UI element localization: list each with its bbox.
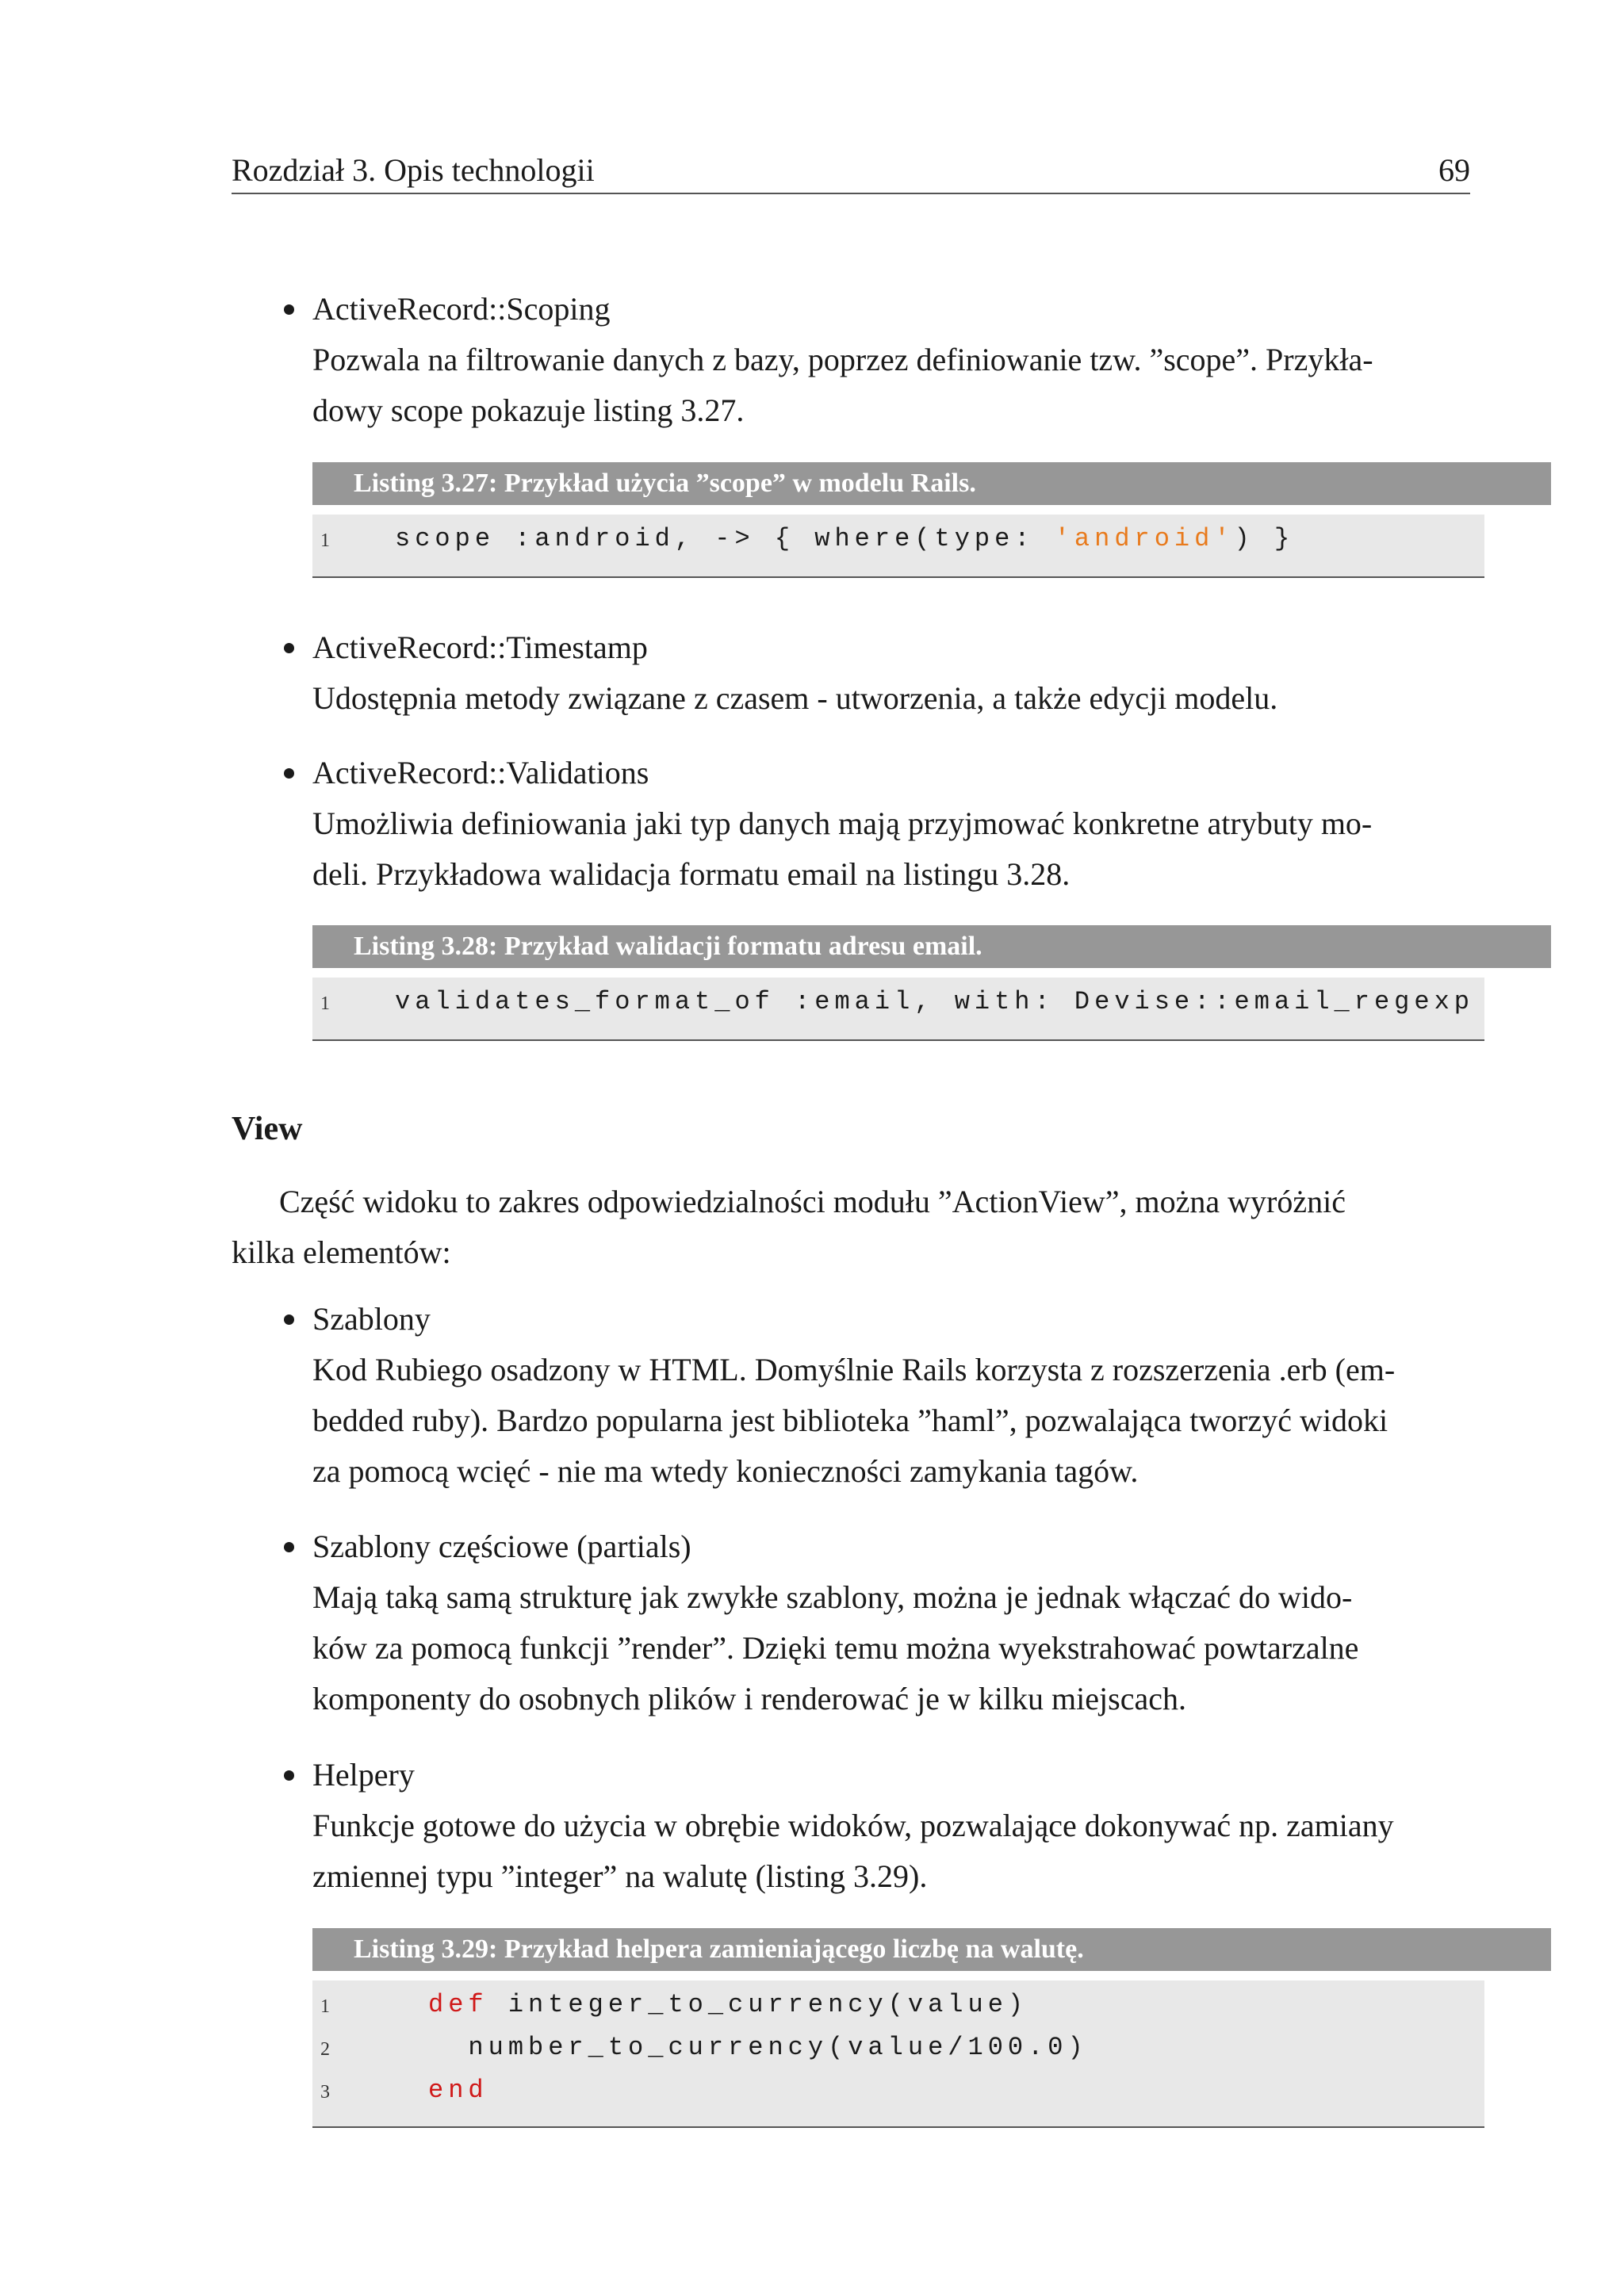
- page-number: 69: [1438, 152, 1470, 188]
- listing-caption: Listing 3.29: Przykład helpera zamieniającego liczbę na walutę.: [312, 1928, 1551, 1971]
- item-text-line: komponenty do osobnych plików i renderować je w kilku miejscach.: [312, 1681, 1186, 1716]
- code-block: [312, 515, 1484, 576]
- paragraph-line: kilka elementów:: [232, 1234, 451, 1270]
- item-title: Szablony częściowe (partials): [312, 1529, 691, 1564]
- code-block: [312, 1980, 1484, 2126]
- item-text-line: za pomocą wcięć - nie ma wtedy konieczności zamykania tagów.: [312, 1453, 1139, 1489]
- line-number: 1: [320, 993, 330, 1014]
- item-text-line: Umożliwia definiowania jaki typ danych mają przyjmować konkretne atrybuty mo-: [312, 806, 1373, 841]
- code-string: 'android': [1054, 524, 1235, 553]
- item-text-line: Funkcje gotowe do użycia w obrębie widoków, pozwalające dokonywać np. zamiany: [312, 1808, 1394, 1843]
- listing-rule: [312, 576, 1484, 578]
- code-keyword: end: [428, 2076, 488, 2105]
- item-text-line: Mają taką samą strukturę jak zwykłe szablony, można je jednak włączać do wido-: [312, 1579, 1353, 1615]
- code-line: [428, 2033, 1088, 2062]
- header-rule: [232, 193, 1470, 194]
- item-text-line: deli. Przykładowa walidacja formatu email na listingu 3.28.: [312, 856, 1071, 892]
- bullet-icon: [284, 643, 294, 653]
- bullet-icon: [284, 1770, 294, 1781]
- listing-rule: [312, 1039, 1484, 1041]
- code-keyword: def: [428, 1990, 488, 2019]
- bullet-icon: [284, 1314, 294, 1325]
- line-number: 1: [320, 530, 330, 551]
- item-text-line: zmiennej typu ”integer” na walutę (listing 3.29).: [312, 1858, 928, 1894]
- item-title: ActiveRecord::Scoping: [312, 291, 611, 327]
- item-text-line: Udostępnia metody związane z czasem - utworzenia, a także edycji modelu.: [312, 680, 1278, 716]
- line-number: 1: [320, 1996, 330, 2017]
- item-title: ActiveRecord::Validations: [312, 755, 649, 790]
- bullet-icon: [284, 304, 294, 315]
- paragraph-line: Część widoku to zakres odpowiedzialności modułu ”ActionView”, można wyróżnić: [279, 1184, 1346, 1219]
- code-line: [395, 524, 1294, 553]
- code-line: [428, 2076, 488, 2105]
- item-title: ActiveRecord::Timestamp: [312, 629, 648, 665]
- running-header-chapter: Rozdział 3. Opis technologii: [232, 152, 595, 188]
- item-text-line: dowy scope pokazuje listing 3.27.: [312, 392, 745, 428]
- code-block: [312, 978, 1484, 1039]
- listing-caption: Listing 3.27: Przykład użycia ”scope” w modelu Rails.: [312, 462, 1551, 505]
- item-text-line: Pozwala na filtrowanie danych z bazy, poprzez definiowanie tzw. ”scope”. Przykła-: [312, 342, 1373, 377]
- item-text-line: bedded ruby). Bardzo popularna jest biblioteka ”haml”, pozwalająca tworzyć widoki: [312, 1402, 1388, 1438]
- line-number: 3: [320, 2082, 330, 2103]
- item-title: Szablony: [312, 1301, 431, 1337]
- bullet-icon: [284, 768, 294, 779]
- code-text: scope :android, -> { where(type:: [395, 524, 1055, 553]
- code-text: number_to_currency(value/100.0): [428, 2033, 1088, 2062]
- listing-caption: Listing 3.28: Przykład walidacji formatu adresu email.: [312, 925, 1551, 968]
- code-line: [428, 1990, 1028, 2019]
- code-text: integer_to_currency(value): [488, 1990, 1028, 2019]
- bullet-icon: [284, 1542, 294, 1552]
- section-heading: View: [232, 1111, 303, 1147]
- item-text-line: ków za pomocą funkcji ”render”. Dzięki temu można wyekstrahować powtarzalne: [312, 1630, 1359, 1666]
- code-line: validates_format_of :email, with: Devise::email_regexp: [395, 987, 1474, 1016]
- item-title: Helpery: [312, 1757, 415, 1793]
- line-number: 2: [320, 2039, 330, 2060]
- code-text: ) }: [1234, 524, 1295, 553]
- item-text-line: Kod Rubiego osadzony w HTML. Domyślnie Rails korzysta z rozszerzenia .erb (em-: [312, 1352, 1396, 1387]
- listing-rule: [312, 2126, 1484, 2128]
